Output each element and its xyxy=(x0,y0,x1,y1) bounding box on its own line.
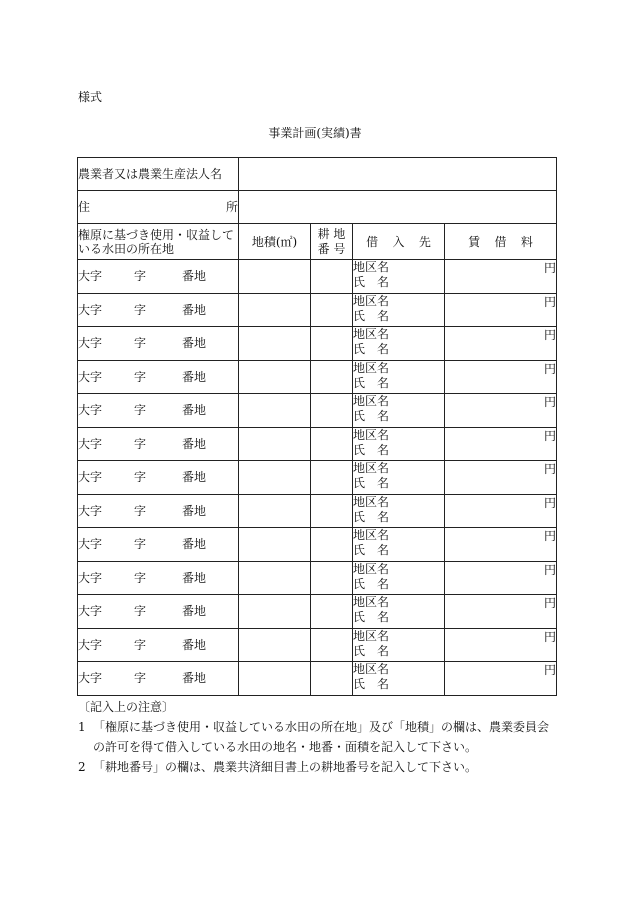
aza-label: 字 xyxy=(134,537,147,552)
lender-header-char: 先 xyxy=(418,234,431,249)
note-item xyxy=(78,717,558,757)
yen-unit-label: 円 xyxy=(543,629,556,644)
aza-label: 字 xyxy=(134,604,147,619)
plot-number-cell[interactable] xyxy=(311,628,353,662)
lender-cell[interactable] xyxy=(353,662,445,696)
rent-cell[interactable] xyxy=(445,561,557,595)
oaza-label: 大字 xyxy=(78,269,103,284)
lender-cell[interactable] xyxy=(353,293,445,327)
district-label: 地区名 xyxy=(353,595,390,609)
lender-name-label: 氏 名 xyxy=(353,677,390,691)
yen-unit-label: 円 xyxy=(543,428,556,443)
lender-cell[interactable] xyxy=(353,394,445,428)
address-label-right: 所 xyxy=(225,200,238,214)
lender-name-label: 氏 名 xyxy=(353,610,390,624)
plot-number-cell[interactable] xyxy=(311,561,353,595)
yen-unit-label: 円 xyxy=(543,596,556,610)
lender-name-label: 氏 名 xyxy=(353,643,390,658)
location-cell[interactable] xyxy=(78,427,239,461)
location-header-line1: 権原に基づき使用・収益して xyxy=(78,227,235,242)
district-label: 地区名 xyxy=(353,662,390,676)
plot-number-header-line1: 耕 地 xyxy=(317,226,346,241)
oaza-label: 大字 xyxy=(78,302,103,317)
rent-cell[interactable] xyxy=(445,595,557,629)
aza-label: 字 xyxy=(134,671,147,686)
lender-cell[interactable] xyxy=(353,461,445,495)
area-cell[interactable] xyxy=(239,628,311,662)
notes-section xyxy=(78,697,558,777)
yen-unit-label: 円 xyxy=(543,261,556,275)
location-cell[interactable] xyxy=(78,461,239,495)
location-cell[interactable] xyxy=(78,595,239,629)
note-number: 1 xyxy=(78,720,86,734)
area-cell[interactable] xyxy=(239,561,311,595)
plot-number-cell[interactable] xyxy=(311,394,353,428)
rent-cell[interactable] xyxy=(445,293,557,327)
lender-cell[interactable] xyxy=(353,360,445,394)
district-label: 地区名 xyxy=(353,360,390,375)
lender-cell[interactable] xyxy=(353,327,445,361)
lender-name-label: 氏 名 xyxy=(353,308,390,323)
table-row xyxy=(78,628,557,662)
table-row xyxy=(78,494,557,528)
district-label: 地区名 xyxy=(353,293,390,308)
oaza-label: 大字 xyxy=(78,537,103,552)
oaza-label: 大字 xyxy=(78,436,103,451)
banchi-label: 番地 xyxy=(182,604,207,619)
lender-cell[interactable] xyxy=(353,561,445,595)
plot-number-cell[interactable] xyxy=(311,360,353,394)
district-label: 地区名 xyxy=(353,461,390,475)
note-item xyxy=(78,757,558,777)
column-header-row xyxy=(78,224,557,260)
lender-name-label: 氏 名 xyxy=(353,442,390,457)
note-text: 「権原に基づき使用・収益している水田の所在地」及び「地積」の欄は、農業委員会の許可を得て借入している水田の地名・地番・面積を記入して下さい。 xyxy=(93,720,550,754)
rent-cell[interactable] xyxy=(445,461,557,495)
lender-cell[interactable] xyxy=(353,628,445,662)
address-label-cell xyxy=(78,191,239,224)
lender-name-label: 氏 名 xyxy=(353,342,390,356)
table-row xyxy=(78,461,557,495)
area-cell[interactable] xyxy=(239,360,311,394)
location-cell[interactable] xyxy=(78,260,239,294)
lender-name-label: 氏 名 xyxy=(353,275,390,289)
rent-cell[interactable] xyxy=(445,494,557,528)
plot-number-cell[interactable] xyxy=(311,427,353,461)
district-label: 地区名 xyxy=(353,528,390,542)
applicant-label: 農業者又は農業生産法人名 xyxy=(78,158,239,191)
aza-label: 字 xyxy=(134,436,147,451)
banchi-label: 番地 xyxy=(182,302,207,317)
oaza-label: 大字 xyxy=(78,671,103,686)
banchi-label: 番地 xyxy=(182,470,207,485)
address-label-left: 住 xyxy=(78,200,91,214)
yen-unit-label: 円 xyxy=(543,294,556,309)
banchi-label: 番地 xyxy=(182,403,207,418)
rent-cell[interactable] xyxy=(445,662,557,696)
location-cell[interactable] xyxy=(78,528,239,562)
location-cell[interactable] xyxy=(78,293,239,327)
yen-unit-label: 円 xyxy=(543,361,556,376)
aza-label: 字 xyxy=(134,269,147,284)
aza-label: 字 xyxy=(134,637,147,652)
banchi-label: 番地 xyxy=(182,436,207,451)
location-header xyxy=(78,224,239,260)
lender-cell[interactable] xyxy=(353,427,445,461)
plot-number-cell[interactable] xyxy=(311,461,353,495)
table-row xyxy=(78,394,557,428)
banchi-label: 番地 xyxy=(182,637,207,652)
banchi-label: 番地 xyxy=(182,369,207,384)
location-cell[interactable] xyxy=(78,394,239,428)
district-label: 地区名 xyxy=(353,394,390,408)
business-plan-table xyxy=(77,157,557,696)
table-row xyxy=(78,360,557,394)
yen-unit-label: 円 xyxy=(543,495,556,510)
area-cell[interactable] xyxy=(239,528,311,562)
oaza-label: 大字 xyxy=(78,637,103,652)
area-cell[interactable] xyxy=(239,427,311,461)
plot-number-cell[interactable] xyxy=(311,595,353,629)
district-label: 地区名 xyxy=(353,628,390,643)
lender-name-label: 氏 名 xyxy=(353,476,390,490)
aza-label: 字 xyxy=(134,570,147,585)
lender-cell[interactable] xyxy=(353,494,445,528)
yen-unit-label: 円 xyxy=(543,462,556,476)
banchi-label: 番地 xyxy=(182,671,207,686)
table-row xyxy=(78,293,557,327)
rent-cell[interactable] xyxy=(445,427,557,461)
banchi-label: 番地 xyxy=(182,537,207,552)
banchi-label: 番地 xyxy=(182,503,207,518)
plot-number-cell[interactable] xyxy=(311,494,353,528)
rent-header-char: 賃 xyxy=(468,234,481,249)
yen-unit-label: 円 xyxy=(543,395,556,409)
area-cell[interactable] xyxy=(239,494,311,528)
rent-cell[interactable] xyxy=(445,628,557,662)
lender-name-label: 氏 名 xyxy=(353,509,390,524)
rent-cell[interactable] xyxy=(445,394,557,428)
district-label: 地区名 xyxy=(353,561,390,576)
lender-name-label: 氏 名 xyxy=(353,576,390,591)
location-header-line2: いる水田の所在地 xyxy=(78,241,175,256)
aza-label: 字 xyxy=(134,403,147,418)
lender-header xyxy=(353,224,445,260)
yen-unit-label: 円 xyxy=(543,562,556,577)
form-style-label: 様式 xyxy=(78,90,103,104)
table-row xyxy=(78,662,557,696)
yen-unit-label: 円 xyxy=(543,529,556,543)
plot-number-cell[interactable] xyxy=(311,662,353,696)
area-cell[interactable] xyxy=(239,327,311,361)
location-cell[interactable] xyxy=(78,662,239,696)
district-label: 地区名 xyxy=(353,494,390,509)
lender-header-char: 入 xyxy=(392,234,405,249)
plot-number-cell[interactable] xyxy=(311,327,353,361)
plot-number-header xyxy=(311,224,353,260)
lender-cell[interactable] xyxy=(353,260,445,294)
lender-name-label: 氏 名 xyxy=(353,409,390,423)
table-row xyxy=(78,427,557,461)
aza-label: 字 xyxy=(134,336,147,351)
area-cell[interactable] xyxy=(239,662,311,696)
plot-number-cell[interactable] xyxy=(311,293,353,327)
yen-unit-label: 円 xyxy=(543,328,556,342)
lender-cell[interactable] xyxy=(353,528,445,562)
district-label: 地区名 xyxy=(353,427,390,442)
location-cell[interactable] xyxy=(78,360,239,394)
rent-cell[interactable] xyxy=(445,327,557,361)
rent-header xyxy=(445,224,557,260)
plot-number-header-line2: 番 号 xyxy=(317,241,346,256)
area-cell[interactable] xyxy=(239,293,311,327)
table-row xyxy=(78,327,557,361)
address-value-cell[interactable] xyxy=(239,191,557,224)
table-row xyxy=(78,561,557,595)
aza-label: 字 xyxy=(134,470,147,485)
oaza-label: 大字 xyxy=(78,604,103,619)
rent-cell[interactable] xyxy=(445,360,557,394)
note-number: 2 xyxy=(78,760,86,774)
banchi-label: 番地 xyxy=(182,570,207,585)
oaza-label: 大字 xyxy=(78,336,103,351)
yen-unit-label: 円 xyxy=(543,663,556,677)
rent-cell[interactable] xyxy=(445,260,557,294)
aza-label: 字 xyxy=(134,369,147,384)
rent-cell[interactable] xyxy=(445,528,557,562)
rent-header-char: 料 xyxy=(520,234,533,249)
applicant-value-cell[interactable] xyxy=(239,158,557,191)
table-row xyxy=(78,595,557,629)
plot-number-cell[interactable] xyxy=(311,528,353,562)
location-cell[interactable] xyxy=(78,494,239,528)
district-label: 地区名 xyxy=(353,260,390,274)
location-cell[interactable] xyxy=(78,327,239,361)
lender-cell[interactable] xyxy=(353,595,445,629)
address-row xyxy=(78,191,557,224)
location-cell[interactable] xyxy=(78,628,239,662)
banchi-label: 番地 xyxy=(182,336,207,351)
note-text: 「耕地番号」の欄は、農業共済細目書上の耕地番号を記入して下さい。 xyxy=(93,760,478,774)
area-header: 地積(㎡) xyxy=(239,224,311,260)
table-row xyxy=(78,260,557,294)
table-row xyxy=(78,528,557,562)
area-cell[interactable] xyxy=(239,595,311,629)
oaza-label: 大字 xyxy=(78,570,103,585)
document-title: 事業計画(実績)書 xyxy=(268,126,362,140)
banchi-label: 番地 xyxy=(182,269,207,284)
oaza-label: 大字 xyxy=(78,403,103,418)
area-cell[interactable] xyxy=(239,461,311,495)
lender-name-label: 氏 名 xyxy=(353,375,390,390)
oaza-label: 大字 xyxy=(78,470,103,485)
rent-header-char: 借 xyxy=(494,234,507,249)
area-cell[interactable] xyxy=(239,260,311,294)
aza-label: 字 xyxy=(134,302,147,317)
aza-label: 字 xyxy=(134,503,147,518)
oaza-label: 大字 xyxy=(78,369,103,384)
lender-header-char: 借 xyxy=(366,234,379,249)
area-cell[interactable] xyxy=(239,394,311,428)
oaza-label: 大字 xyxy=(78,503,103,518)
applicant-row xyxy=(78,158,557,191)
plot-number-cell[interactable] xyxy=(311,260,353,294)
district-label: 地区名 xyxy=(353,327,390,341)
location-cell[interactable] xyxy=(78,561,239,595)
notes-heading: 〔記入上の注意〕 xyxy=(78,700,175,714)
lender-name-label: 氏 名 xyxy=(353,543,390,557)
